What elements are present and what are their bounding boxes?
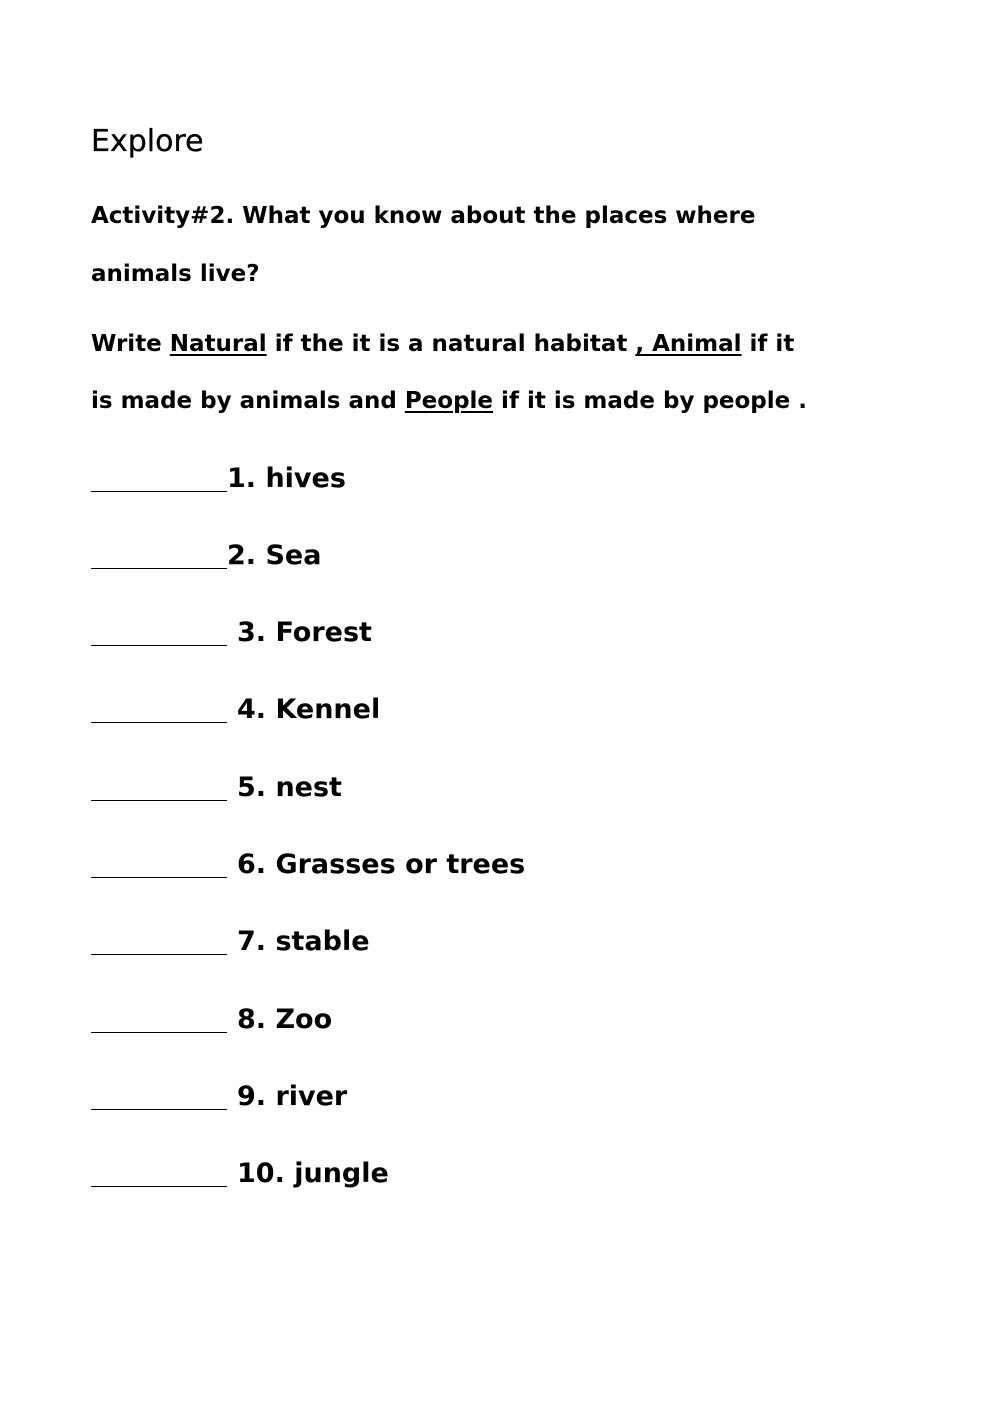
instructions-text: is made by animals and <box>91 388 405 414</box>
item-label: 10. jungle <box>237 1158 389 1189</box>
keyword-animal: , Animal <box>635 331 742 357</box>
list-item <box>91 919 370 959</box>
instructions-text: Write <box>91 331 170 357</box>
page-title: Explore <box>91 124 204 159</box>
answer-blank[interactable] <box>91 1003 227 1033</box>
instructions-text: if it <box>741 331 795 357</box>
item-label: 8. Zoo <box>237 1004 333 1035</box>
keyword-natural: Natural <box>169 331 267 357</box>
item-label: 1. hives <box>227 463 346 494</box>
answer-blank[interactable] <box>91 925 227 955</box>
list-item <box>91 456 346 496</box>
instructions-line-1 <box>91 331 794 357</box>
keyword-people: People <box>404 388 494 414</box>
answer-blank[interactable] <box>91 693 227 723</box>
answer-blank[interactable] <box>91 539 227 569</box>
item-label: 5. nest <box>237 772 342 803</box>
instructions-line-2 <box>91 388 807 414</box>
item-label: 7. stable <box>237 926 370 957</box>
item-label: 6. Grasses or trees <box>237 849 526 880</box>
list-item <box>91 842 525 882</box>
item-label: 3. Forest <box>237 617 372 648</box>
list-item <box>91 533 321 573</box>
list-item <box>91 1151 389 1191</box>
activity-question-line-2: animals live? <box>91 261 260 287</box>
list-item <box>91 997 332 1037</box>
list-item <box>91 610 372 650</box>
list-item <box>91 687 380 727</box>
answer-blank[interactable] <box>91 1157 227 1187</box>
list-item <box>91 765 342 805</box>
item-label: 2. Sea <box>227 540 322 571</box>
answer-blank[interactable] <box>91 1080 227 1110</box>
activity-question-line-1: Activity#2. What you know about the places where <box>91 203 756 229</box>
list-item <box>91 1074 347 1114</box>
instructions-text: if the it is a natural habitat <box>266 331 636 357</box>
answer-blank[interactable] <box>91 848 227 878</box>
instructions-text: if it is made by people . <box>493 388 807 414</box>
item-label: 4. Kennel <box>237 694 381 725</box>
item-label: 9. river <box>237 1081 348 1112</box>
answer-blank[interactable] <box>91 462 227 492</box>
answer-blank[interactable] <box>91 616 227 646</box>
answer-blank[interactable] <box>91 771 227 801</box>
